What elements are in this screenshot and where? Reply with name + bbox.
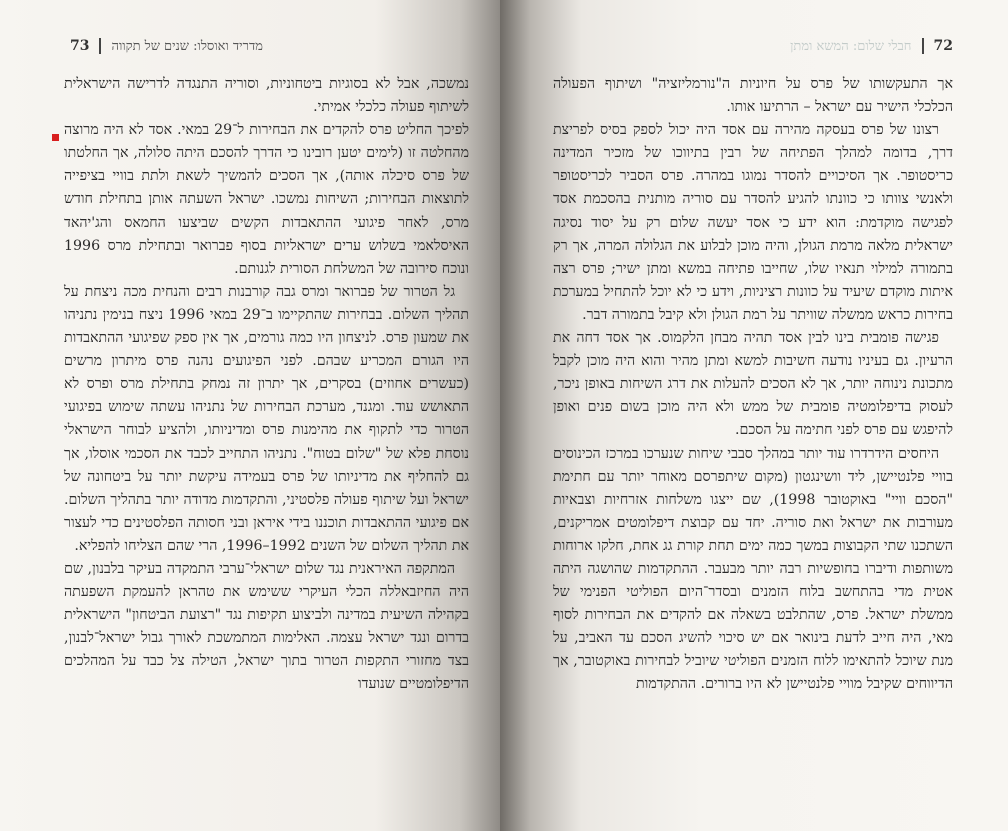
red-margin-marker (52, 134, 59, 141)
right-paragraph: רצונו של פרס בעסקה מהירה עם אסד היה יכול לספק בסיס לפריצת דרך, בדומה למהלך הפתיחה של רבין בתיווכו של מזכיר המדינה כריסטופר. אך הסיכויים להסדר נמוגו במהרה. פרס הסביר לכריסטופר ולאנשי צוותו כי כוונתו להגיע להסדר עם סוריה מותנית בהסכמת אסד לפגישה מוקדמת: הוא ידע כי אסד יעשה שלום רק על יסוד נסיגה ישראלית מלאה מרמת הגולן, והיה מוכן לבלוע את הגלולה המרה, אך רק בתמורה למילוי תנאיו שלו, שחייבו פתיחה במשא ומתן ישיר; פרס רצה איתות מוקדם שיעיד על כוונות רציניות, וידע כי לא יוכל להתחיל במערכת בחירות כראש ממשלה שוויתר על רמת הגולן ולא קיבל בתמורה דבר. (553, 122, 953, 323)
left-page (0, 0, 500, 831)
right-page-header (790, 38, 953, 54)
right-page (500, 0, 1008, 831)
left-paragraph: לפיכך החליט פרס להקדים את הבחירות ל־29 במאי. אסד לא היה מרוצה מהחלטה זו (לימים יטען רובינו כי הדרך להסכם היתה סלולה, אך החלטתו של פרס סיכלה אותה), אך הסכים להמשיך לשאת ולתת בוויי בציפייה לתוצאות הבחירות; השיחות נמשכו. ישראל השעתה אותן בתחילת חודש מרס, לאחר פיגועי ההתאבדות הקשים שביצעו החמאס והג'יהאד האיסלאמי בשלוש ערים ישראליות בסוף פברואר ובתחילת מרס 1996 ונוכח סירובה של המשלחת הסורית לגנותם. (64, 122, 469, 277)
left-running-title: מדריד ואוסלו: שנים של תקווה (111, 39, 263, 54)
right-body-text (553, 73, 953, 697)
left-paragraph: גל הטרור של פברואר ומרס גבה קורבנות רבים והנחית מכה ניצחת על תהליך השלום. בבחירות שהתקיימו ב־29 במאי 1996 ניצח בנימין נתניהו את שמעון פרס. לניצחון היו כמה גורמים, אך אין ספק שפיגועי ההתאבדות היו הגורם המכריע שבהם. לפני הפיגועים נהנה פרס מיתרון מרשים (כעשרים אחוזים) בסקרים, אך יתרון זה נמחק בתחילת מרס ופרס לא התאושש עוד. ומגנד, מערכת הבחירות של נתניהו עשתה שימוש בפיגועי הטרור כדי לתקוף את מהימנות פרס ומדיניותו, ולהציע לבוחר הישראלי נוסחת פלא של "שלום בטוח". נתניהו התחייב לכבד את הסכמי אוסלו, אך גם להחליף את מדיניותו של פרס בעמידה עיקשת יותר על ביטחונה של ישראל ועל שיתוף פעולה פלסטיני, והתקדמות מדודה יותר בתהליך השלום. אם פיגועי ההתאבדות תוכננו בידי איראן ובני חסותה הפלסטינים כדי לעצור את תהליך השלום של השנים 1992–1996, הרי שהם הצליחו להפליא. (64, 283, 469, 554)
right-paragraph: פגישה פומבית בינו לבין אסד תהיה מבחן הלקמוס. אך אסד דחה את הרעיון. גם בעיניו נודעה חשיבות למשא ומתן מהיר והוא היה מוכן לקבל מתכונת נינוחה יותר, אך לא הסכים להעלות את דרג השיחות באופן ניכר, לעסוק בדיפלומטיה פומבית של ממש ולא היה מוכן בשום פנים ואופן להיפגש עם פרס לפני חתימה על הסכם. (553, 330, 953, 439)
left-page-number: 73 (70, 38, 90, 54)
header-separator (99, 38, 101, 54)
left-page-header (70, 38, 263, 54)
left-paragraph: נמשכה, אבל לא בסוגיות ביטחוניות, וסוריה התנגדה לדרישה הישראלית לשיתוף פעולה כלכלי אמיתי. (64, 76, 469, 116)
header-separator (922, 38, 924, 54)
right-paragraph: היחסים הידרדרו עוד יותר במהלך סבבי שיחות שנערכו במרכז הכינוסים בוויי פלנטיישן, ליד וושינגטון (מקום שיתפרסם מאוחר יותר עם חתימת "הסכם וויי" באוקטובר 1998), שם ייצגו משלחות אזרחיות וצבאיות מעורבות את ישראל ואת סוריה. יחד עם קבוצת דיפלומטים אמריקנים, השתכנו שתי הקבוצות במשך כמה ימים תחת קורת גג אחת, חלקו ארוחות משותפות ודיברו בחופשיות רבה יותר מבעבר. ההתקדמות שהושגה היתה אטית מדי בהתחשב בלוח הזמנים ובסדר־היום הפוליטי הפנימי של ממשלת ישראל. פרס, שהתלבט בשאלה אם להקדים את הבחירות לסוף מאי, היה חייב לדעת בינואר אם יש סיכוי להשיג הסכם עד האביב, על מנת שיוכל להתאימו ללוח הזמנים הפוליטי שיוביל לבחירות באוקטובר, אך הדיווחים שקיבל מוויי פלנטיישן לא היו ברורים. ההתקדמות (553, 445, 953, 693)
right-page-number: 72 (933, 38, 953, 54)
right-paragraph: אך התעקשותו של פרס על חיוניות ה"נורמליזציה" ושיתוף הפעולה הכלכלי הישיר עם ישראל – הרתיעו אותו. (553, 76, 953, 116)
left-paragraph: המתקפה האיראנית נגד שלום ישראלי־ערבי התמקדה בעיקר בלבנון, שם היה החיזבאללה הכלי העיקרי ששימש את טהראן להעמקת השפעתה בקהילה השיעית במדינה ולביצוע תקיפות נגד "רצועת הביטחון" הישראלית בדרום ונגד ישראל עצמה. האלימות המתמשכת לאורך גבול ישראל־לבנון, בצד מחזורי התקפות הטרור בתוך ישראל, הטילה צל כבד על המהלכים הדיפלומטיים שנועדו (64, 560, 469, 693)
left-body-text (64, 73, 469, 697)
right-running-title: חבלי שלום: המשא ומתן (790, 39, 912, 54)
